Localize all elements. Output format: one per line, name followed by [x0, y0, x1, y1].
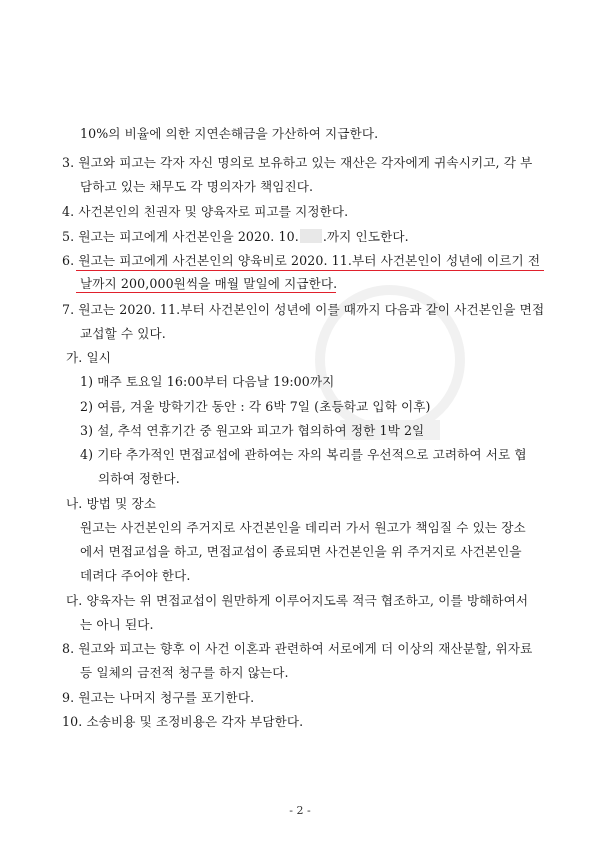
item-6 — [62, 253, 540, 269]
item-6-cont — [80, 276, 337, 292]
line-text: 날까지 200,000원씩을 매월 말일에 지급한다. — [80, 276, 338, 291]
item-9 — [62, 690, 254, 706]
method-line — [80, 544, 522, 560]
schedule-item — [80, 423, 424, 439]
line-text: 원고는 사건본인의 주거지로 사건본인을 데리러 가서 원고가 책임질 수 있는 장소 — [80, 520, 526, 535]
item-8 — [62, 641, 532, 657]
line-text: 원고와 피고는 향후 이 사건 이혼과 관련하여 서로에게 더 이상의 재산분할, 위자료 — [78, 641, 533, 656]
item-number: 10. — [62, 714, 83, 729]
item-8-cont — [80, 665, 289, 681]
line-text: 1) 매주 토요일 16:00부터 다음날 19:00까지 — [80, 374, 335, 389]
item-4 — [62, 204, 348, 220]
line-text: 에서 면접교섭을 하고, 면접교섭이 종료되면 사건본인을 위 주거지로 사건본인을 — [80, 544, 522, 559]
item-7-cont — [80, 326, 166, 342]
subsection-da-cont — [80, 617, 154, 633]
item-7 — [62, 302, 544, 318]
line-text: 10%의 비율에 의한 지연손해금을 가산하여 지급한다. — [80, 126, 379, 141]
schedule-item — [80, 399, 431, 415]
subsection-ga — [66, 350, 111, 366]
schedule-item — [80, 374, 334, 390]
schedule-item — [80, 447, 527, 463]
line-text: .까지 인도한다. — [322, 229, 409, 244]
line-text: 교섭할 수 있다. — [80, 326, 166, 341]
red-underline — [76, 270, 544, 271]
red-underline — [76, 292, 336, 293]
line-text: 등 일체의 금전적 청구를 하지 않는다. — [80, 665, 289, 680]
item-10 — [62, 714, 303, 730]
line-text: 의하여 정한다. — [98, 471, 180, 486]
line-text: 3) 설, 추석 연휴기간 중 원고와 피고가 협의하여 정한 1박 2일 — [80, 423, 425, 438]
item-number: 8. — [62, 641, 75, 656]
subsection-da — [66, 593, 528, 609]
doc-line — [80, 126, 378, 142]
line-text: 담하고 있는 채무도 각 명의자가 책임진다. — [80, 179, 314, 194]
subsection-na — [66, 496, 156, 512]
item-number: 9. — [62, 690, 75, 705]
line-text: 데려다 주어야 한다. — [80, 568, 191, 583]
line-text: 2) 여름, 겨울 방학기간 동안 : 각 6박 7일 (초등학교 입학 이후) — [80, 399, 431, 414]
item-number: 5. — [62, 229, 75, 244]
item-3-cont — [80, 179, 313, 195]
item-number: 4. — [62, 204, 75, 219]
line-text: 소송비용 및 조정비용은 각자 부담한다. — [86, 714, 304, 729]
item-5 — [62, 229, 409, 245]
line-text: 다. 양육자는 위 면접교섭이 원만하게 이루어지도록 적극 협조하고, 이를 방해하여서 — [66, 593, 529, 608]
line-text: 원고는 나머지 청구를 포기한다. — [78, 690, 255, 705]
line-text: 원고는 2020. 11.부터 사건본인이 성년에 이를 때까지 다음과 같이 사건본인을 면접 — [78, 302, 545, 317]
line-text: 가. 일시 — [66, 350, 112, 365]
line-text: 사건본인의 친권자 및 양육자로 피고를 지정한다. — [78, 204, 349, 219]
item-3 — [62, 155, 532, 171]
schedule-item-cont — [98, 471, 180, 487]
method-line — [80, 568, 190, 584]
line-text: 원고와 피고는 각자 자신 명의로 보유하고 있는 재산은 각자에게 귀속시키고, 각 부 — [78, 155, 533, 170]
line-text: 원고는 피고에게 사건본인을 2020. 10. — [78, 229, 299, 244]
line-text: 원고는 피고에게 사건본인의 양육비로 2020. 11.부터 사건본인이 성년에 이르기 전 — [78, 253, 541, 268]
item-number: 7. — [62, 302, 75, 317]
item-number: 3. — [62, 155, 75, 170]
item-number: 6. — [62, 253, 75, 268]
line-text: 는 아니 된다. — [80, 617, 154, 632]
redaction-box — [300, 229, 322, 243]
method-line — [80, 520, 526, 536]
line-text: 4) 기타 추가적인 면접교섭에 관하여는 자의 복리를 우선적으로 고려하여 서로 협 — [80, 447, 527, 462]
line-text: 나. 방법 및 장소 — [66, 496, 157, 511]
page-number: - 2 - — [289, 804, 311, 817]
watermark-icon — [300, 270, 480, 470]
